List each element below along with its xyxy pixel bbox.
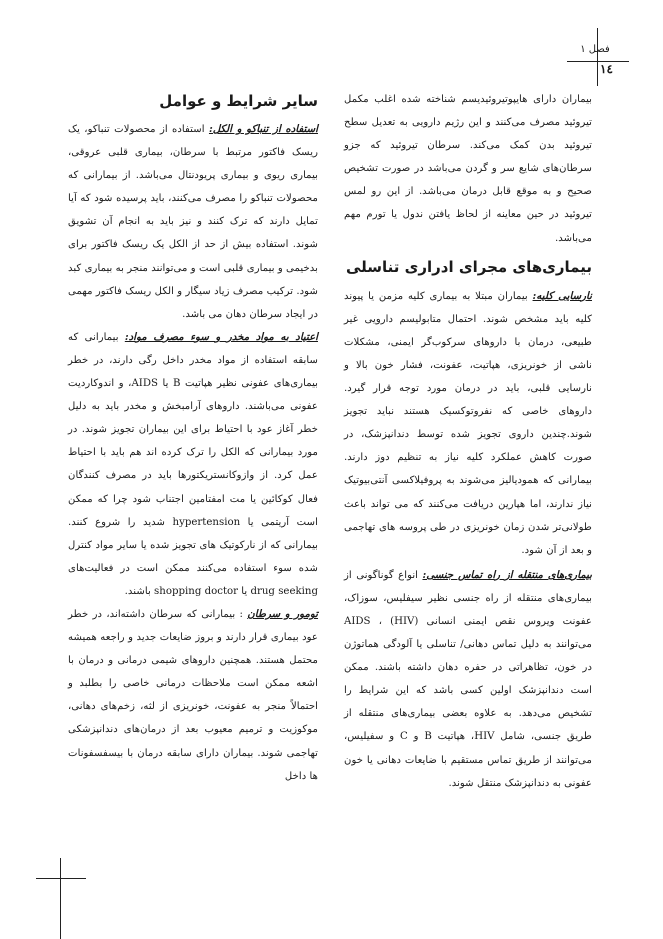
left-column xyxy=(68,88,318,788)
tumor-text: : بیمارانی که سرطان داشته‌اند، در خطر عود بیماری قرار دارند و بروز ضایعات جدید و راجعه همیشه محتمل هستند. همچنین داروهای شیمی درمانی و درمان با اشعه ممکن است ملاحظات درمانی خاصی را بطلبد و احتمالاً منجر به عفونت، خونریزی از لثه، زخم‌های دهانی، موکوزیت و ترمیم معیوب بعد از درمان‌های دندانپزشکی تهاجمی شوند. بیماران دارای سابقه درمان با بیسفسفونات ها داخل xyxy=(68,608,318,782)
header-rule xyxy=(567,61,629,62)
paragraph-kidney xyxy=(344,285,592,562)
kidney-text: بیماران مبتلا به بیماری کلیه مزمن یا پیوند کلیه باید مشخص شوند. احتمال متابولیسم دارویی غیر طبیعی، درمان با داروهای سرکوب‌گر ایمنی، مشکلات ناشی از خونریزی، هپاتیت، عفونت، فشار خون بالا و نارسایی قلبی، باید در درمان مورد توجه قرار گیرد. داروهای خاصی که نفروتوکسیک هستند نباید تجویز شوند.چندین داروی تجویز شده توسط دندانپزشک، در صورت کاهش عملکرد کلیه نیاز به تنظیم دوز دارند. بیمارانی که همودیالیز می‌شوند به پروفیلاکسی آنتی‌بیوتیک نیاز ندارند، اما هپارین دریافت می‌کنند که می تواند باعث طولانی‌تر شدن زمان خونریزی در طی پروسه های تهاجمی و بعد از آن شود. xyxy=(344,290,592,556)
right-column xyxy=(344,88,592,795)
paragraph-std xyxy=(344,564,592,795)
section-title-other-conditions: سایر شرایط و عوامل xyxy=(159,92,318,110)
kidney-heading: نارسایی کلیه: xyxy=(532,289,592,302)
tobacco-heading: استفاده از تنباکو و الکل: xyxy=(208,123,318,135)
paragraph-tobacco xyxy=(68,118,318,326)
paragraph-tumor xyxy=(68,603,318,788)
paragraph-drugs xyxy=(68,326,318,603)
chapter-label: فصل ۱ xyxy=(580,44,610,55)
crop-mark-bottom-left xyxy=(36,878,86,879)
drugs-text: بیمارانی که سابقه استفاده از مواد مخدر داخل رگی دارند، در خطر بیماری‌های عفونی نظیر هپاتیت B یا AIDS، و اندوکاردیت عفونی می‌باشند. داروهای آرامبخش و مخدر باید به دلیل خطر آغاز عود با احتیاط برای این بیماران تجویز شوند. در مورد بیمارانی که الکل را ترک کرده اند هم باید با احتیاط عمل کرد. از وازوکانستریکتورها باید در مصرف کنندگان فعال کوکائین یا مت امفتامین اجتناب شود چرا که ممکن است آریتمی یا hypertension شدید را شروع کنند. بیمارانی که از نارکوتیک های تجویز شده یا سایر مواد کنترل شده سوء استفاده می‌کنند ممکن است در فعالیت‌های drug seeking یا shopping doctor باشند. xyxy=(68,331,319,597)
tobacco-text: استفاده از محصولات تنباکو، یک ریسک فاکتور مرتبط با سرطان، بیماری قلبی عروقی، بیماری ریوی و بیماری پریودنتال می‌باشد. از بیمارانی که محصولات تنباکو را مصرف می‌کنند، باید پرسیده شود که آیا تمایل دارند که ترک کنند و نیز باید به انجام آن تشویق شوند. استفاده بیش از حد از الکل یک ریسک فاکتور برای بدخیمی و بیماری قلبی است و می‌توانند منجر به بیماری کبد شود. ترکیب مصرف زیاد سیگار و الکل ریسک فاکتور مهمی در ایجاد سرطان دهان می باشد. xyxy=(68,124,318,320)
page-number: ١٤ xyxy=(600,62,613,76)
section-title-urogenital: بیماری‌های مجرای ادراری تناسلی xyxy=(345,257,592,276)
crop-mark-bottom-left-v xyxy=(60,858,61,939)
crop-mark-top-right xyxy=(597,28,598,86)
std-heading: بیماری‌های منتقله از راه تماس جنسی: xyxy=(422,568,593,581)
intro-paragraph: بیماران دارای هایپوتیروئیدیسم شناخته شده اغلب مکمل تیروئید مصرف می‌کنند و این رژیم دارویی به تعدیل سطح تیروئید بدن کمک می‌کند. سرطان تیروئید که جزو سرطان‌های شایع سر و گردن می‌باشد در صورت تشخیص صحیح و به موقع قابل درمان می‌باشد. از این رو لمس تیروئید در حین معاینه از لحاظ یافتن ندول یا تورم مهم می‌باشد. xyxy=(344,94,592,244)
drugs-heading: اعتیاد به مواد مخدر و سوء مصرف مواد: xyxy=(124,330,318,343)
std-text: انواع گوناگونی از بیماری‌های منتقله از راه جنسی نظیر سیفلیس، سوزاک، عفونت ویروس نقص ایمنی انسانی (HIV) ، AIDS می‌توانند به دلیل تماس دهانی/ تناسلی یا آلودگی هماتوژن در خون، تظاهراتی در حفره دهان داشته باشند. ممکن است دندانپزشک اولین کسی باشد که این شرایط را تشخیص می‌دهد. به علاوه بعضی بیماری‌های منتقله از طریق جنسی، شامل HIV، هپاتیت B و C و سفیلیس، می‌توانند از طریق تماس مستقیم با ضایعات دهانی یا خون عفونی به دندانپزشک منتقل شوند. xyxy=(344,569,592,789)
tumor-heading: تومور و سرطان xyxy=(247,607,319,620)
